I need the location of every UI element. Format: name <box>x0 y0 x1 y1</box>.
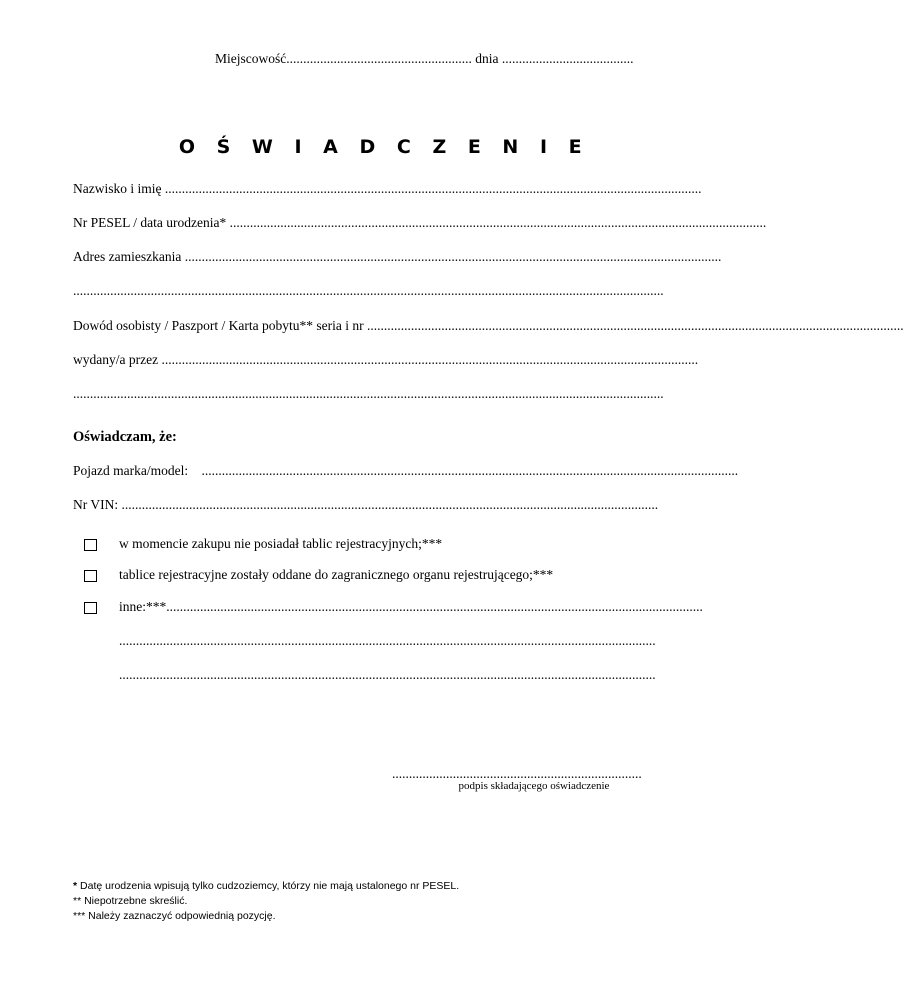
signature-label: podpis składającego oświadczenie <box>458 780 610 792</box>
issued-by-continued-field[interactable]: ............................................................................................................................................................................... <box>73 386 664 401</box>
option-3-extra-field-2[interactable]: ............................................................................................................................................................... <box>119 667 656 682</box>
document-label: Dowód osobisty / Paszport / Karta pobytu** seria i nr <box>73 318 364 333</box>
option-3-extra-field-1[interactable]: ............................................................................................................................................................... <box>119 633 656 648</box>
vehicle-field[interactable]: ............................................................................................................................................................... <box>201 463 739 478</box>
vehicle-label: Pojazd marka/model: <box>73 463 189 478</box>
option-3-row <box>119 599 703 615</box>
issued-by-continued-row <box>73 386 693 402</box>
option-3-extra-row-2 <box>119 667 693 683</box>
place-field[interactable]: ....................................................... <box>286 51 472 66</box>
address-continued-field[interactable]: ............................................................................................................................................................................... <box>73 283 664 298</box>
address-continued-row <box>73 283 693 299</box>
date-label: dnia <box>475 51 499 66</box>
option-3-label: inne:*** <box>119 599 167 614</box>
signature-field[interactable]: .......................................................................... <box>392 766 642 781</box>
place-date-line <box>215 51 634 67</box>
name-row <box>73 181 702 197</box>
footnote-1-marker: * <box>73 880 78 892</box>
address-field[interactable]: ............................................................................................................................................................... <box>184 249 722 264</box>
vin-field[interactable]: ............................................................................................................................................................... <box>121 497 659 512</box>
date-field[interactable]: ....................................... <box>501 51 634 66</box>
option-3-checkbox[interactable] <box>84 602 97 614</box>
vin-label: Nr VIN: <box>73 497 119 512</box>
option-3-extra-row-1 <box>119 633 693 649</box>
option-2-checkbox[interactable] <box>84 570 97 582</box>
footnote-2: ** Niepotrzebne skreślić. <box>73 895 188 907</box>
vin-row <box>73 497 693 513</box>
option-1-label: w momencie zakupu nie posiadał tablic rejestracyjnych;*** <box>119 536 443 551</box>
option-1-checkbox[interactable] <box>84 539 97 551</box>
document-title: O Ś W I A D C Z E N I E <box>178 136 590 158</box>
address-label: Adres zamieszkania <box>73 249 182 264</box>
issued-by-field[interactable]: ............................................................................................................................................................... <box>161 352 699 367</box>
footnote-1 <box>73 880 459 892</box>
pesel-field[interactable]: ............................................................................................................................................................... <box>229 215 767 230</box>
name-field[interactable]: ............................................................................................................................................................... <box>164 181 702 196</box>
pesel-label: Nr PESEL / data urodzenia* <box>73 215 227 230</box>
document-field[interactable]: ............................................................................................................................................................... <box>366 318 904 333</box>
declaration-heading: Oświadczam, że: <box>73 429 177 445</box>
issued-by-row <box>73 352 699 368</box>
footnote-1-text: Datę urodzenia wpisują tylko cudzoziemcy, którzy nie mają ustalonego nr PESEL. <box>80 880 460 892</box>
name-label: Nazwisko i imię <box>73 181 162 196</box>
option-3-field[interactable]: ............................................................................................................................................................... <box>166 599 703 614</box>
footnote-3: *** Należy zaznaczyć odpowiednią pozycję. <box>73 910 276 922</box>
option-2-label: tablice rejestracyjne zostały oddane do zagranicznego organu rejestrującego;*** <box>119 567 554 582</box>
pesel-row <box>73 215 767 231</box>
issued-by-label: wydany/a przez <box>73 352 159 367</box>
place-label: Miejscowość <box>215 51 287 66</box>
address-row <box>73 249 722 265</box>
document-row <box>73 318 904 334</box>
vehicle-row <box>73 463 739 479</box>
